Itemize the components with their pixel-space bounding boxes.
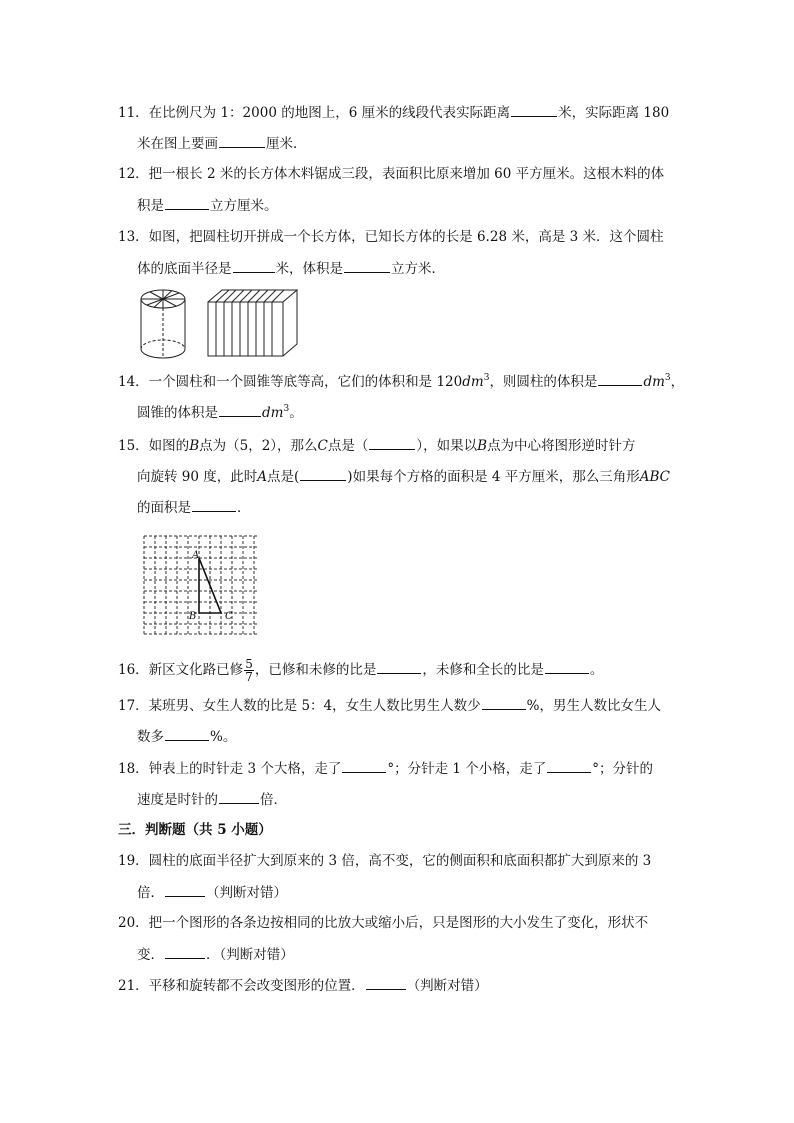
q19-line1: 19．圆柱的底面半径扩大到原来的 3 倍，高不变，它的侧面积和底面积都扩大到原来的 3 [118,853,652,869]
q15-text-d: ），如果以 [416,438,478,454]
q15-text-a: 15．如图的 [118,438,190,454]
q21-line1 [118,975,678,996]
answer-blank[interactable] [219,402,261,417]
q15-text-c: 点是（ [327,438,369,454]
answer-blank[interactable] [300,466,346,481]
q18-text-d: 速度是时针的 [137,792,218,808]
q20-text-a: 变． [137,947,164,963]
point-b-label: B [189,438,200,454]
q13-text-a: 体的底面半径是 [137,261,232,277]
q17-line2 [137,726,697,747]
fraction-denominator: 7 [245,670,253,684]
q13-text-b: 米，体积是 [275,261,343,277]
q17-text-b: %，男生人数比女生人 [526,698,661,714]
q17-text-a: 17．某班男、女生人数的比是 5：4，女生人数比男生人数少 [118,698,481,714]
unit-exponent: 3 [283,404,290,414]
q14-text-c: ， [670,374,685,390]
cylinder-cuboid-figure [138,286,300,362]
point-b-label: B [477,438,488,454]
q14-text-e: 。 [289,405,303,421]
q15-line3 [137,497,697,518]
answer-blank[interactable] [547,758,591,773]
answer-blank[interactable] [165,944,205,959]
q11-text-c: 米在图上要画 [137,136,218,152]
q16-line1 [118,658,678,683]
unit-dm: dm [462,374,484,390]
q16-text-b: ，已修和未修的比是 [254,662,377,678]
q14-text-a: 14．一个圆柱和一个圆锥等底等高，它们的体积和是 120 [118,374,463,390]
q14-line2 [137,402,697,423]
q15-text-g: 点是( [267,469,300,485]
unit-dm: dm [643,374,665,390]
q11-text-b: 米，实际距离 180 [558,105,670,121]
q13-text-c: 立方米． [391,261,445,277]
answer-blank[interactable] [342,758,386,773]
q18-line1 [118,758,678,779]
q18-text-e: 倍． [260,792,287,808]
answer-blank[interactable] [545,659,589,674]
q21-text-a: 21．平移和旋转都不会改变图形的位置． [118,978,365,994]
q12-line2 [137,195,697,216]
q18-text-c: °；分针的 [592,761,654,777]
grid-label-b: B [189,611,197,622]
answer-blank[interactable] [344,258,390,273]
answer-blank[interactable] [192,497,236,512]
unit-exponent: 3 [664,373,671,383]
grid-label-a: A [192,550,200,561]
answer-blank[interactable] [165,195,209,210]
q15-text-i: 的面积是 [137,500,191,516]
fraction-numerator: 5 [245,657,253,671]
q15-line2 [137,466,697,487]
q19-line2 [137,882,697,903]
section-heading-judgement: 三．判断题（共 5 小题） [118,822,272,838]
answer-blank[interactable] [219,789,259,804]
q11-text-a: 11．在比例尺为 1：2000 的地图上，6 厘米的线段代表实际距离 [118,105,511,121]
q20-text-b: ．（判断对错） [206,947,294,963]
q15-text-b: 点为（5，2），那么 [199,438,318,454]
unit-exponent: 3 [483,373,490,383]
q20-line2 [137,944,697,965]
answer-blank[interactable] [482,695,526,710]
q13-line2 [137,258,697,279]
q11-line2 [137,133,697,154]
q16-text-c: ，未修和全长的比是 [422,662,544,678]
q19-text-b: （判断对错） [206,885,287,901]
answer-blank[interactable] [366,975,406,990]
q12-text-a: 积是 [137,198,164,214]
point-c-label: C [317,438,328,454]
q20-line1: 20．把一个图形的各条边按相同的比放大或缩小后，只是图形的大小发生了变化，形状不 [118,915,649,931]
q11-line1 [118,102,678,123]
q13-line1: 13．如图，把圆柱切开拼成一个长方体，已知长方体的长是 6.28 米，高是 3 米．这个圆柱 [118,229,664,245]
point-a-label: A [257,469,268,485]
answer-blank[interactable] [233,258,275,273]
q15-text-e: 点为中心将图形逆时针方 [487,438,636,454]
q16-text-a: 16．新区文化路已修 [118,662,244,678]
q17-text-c: 数多 [137,729,164,745]
q16-text-d: 。 [589,662,604,678]
answer-blank[interactable] [598,371,642,386]
triangle-grid-figure [143,535,259,635]
q17-line1 [118,695,678,716]
q14-text-d: 圆锥的体积是 [137,405,218,421]
q21-text-b: （判断对错） [406,978,488,994]
answer-blank[interactable] [369,435,415,450]
q15-text-h: )如果每个方格的面积是 4 平方厘米，那么三角形 [347,469,640,485]
q18-text-b: °；分针走 1 个小格，走了 [387,761,547,777]
unit-dm: dm [262,405,284,421]
q11-text-d: 厘米． [266,136,307,152]
answer-blank[interactable] [377,659,421,674]
q18-text-a: 18．钟表上的时针走 3 个大格，走了 [118,761,342,777]
q19-text-a: 倍． [137,885,164,901]
fraction [244,658,254,683]
q15-line1 [118,435,678,456]
q12-line1: 12．把一根长 2 米的长方体木料锯成三段，表面积比原来增加 60 平方厘米。这根木料的体 [118,166,665,182]
q14-text-b: ，则圆柱的体积是 [489,374,598,390]
q15-text-j: ． [237,500,251,516]
triangle-abc-label: ABC [639,469,670,485]
answer-blank[interactable] [165,882,205,897]
answer-blank[interactable] [219,133,265,148]
q12-text-b: 立方厘米。 [210,198,278,214]
q15-text-f: 向旋转 90 度，此时 [137,469,258,485]
grid-label-c: C [225,611,233,622]
q17-text-d: %。 [210,729,237,745]
q18-line2 [137,789,697,810]
q14-line1 [118,371,685,392]
answer-blank[interactable] [165,726,209,741]
answer-blank[interactable] [511,102,557,117]
